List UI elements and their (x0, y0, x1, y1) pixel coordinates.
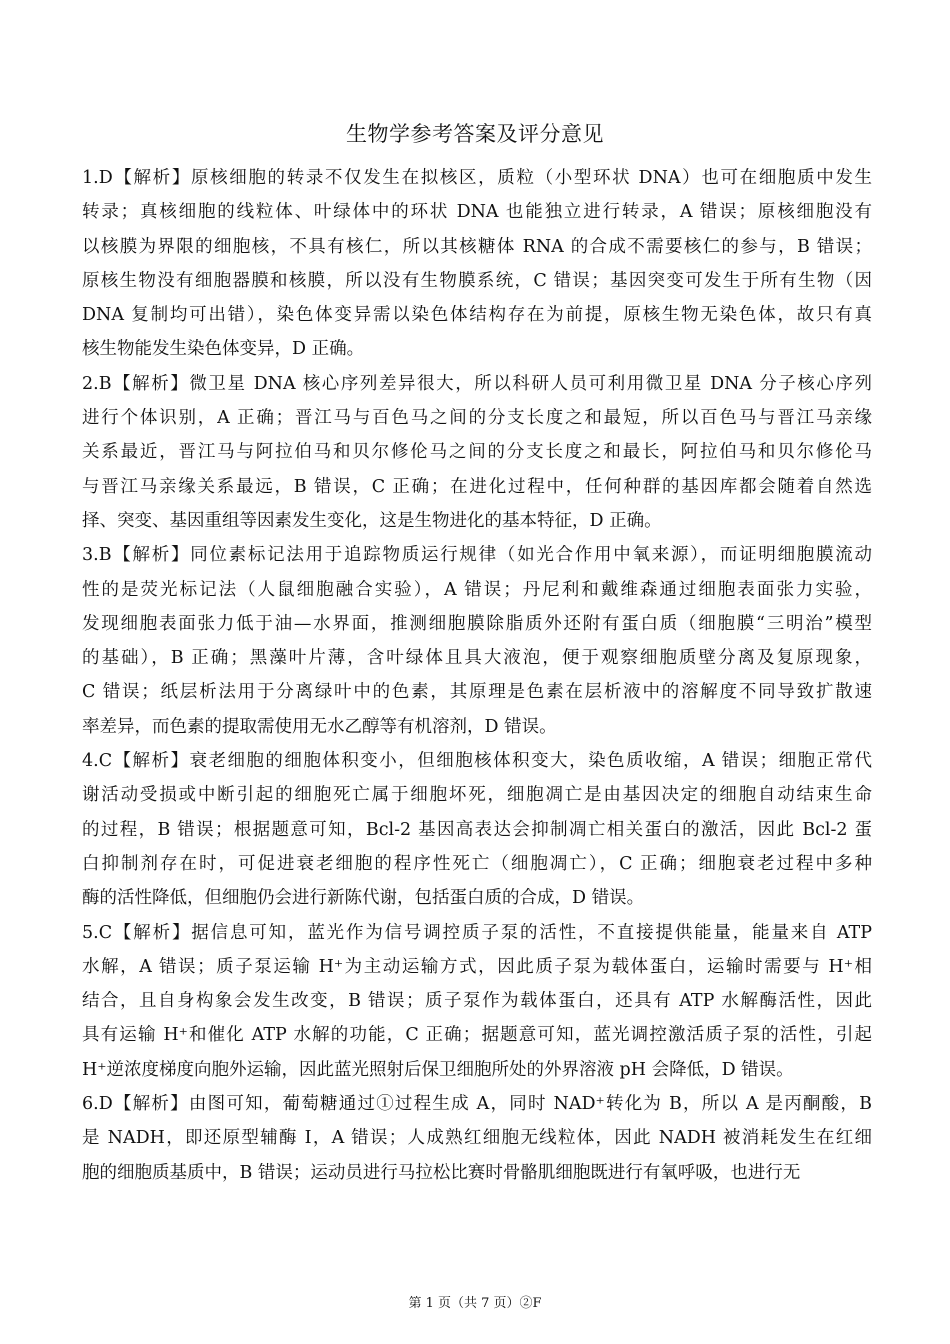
answer-line: 谢活动受损或中断引起的细胞死亡属于细胞坏死，细胞凋亡是由基因决定的细胞自动结束生命 (82, 785, 872, 806)
page-footer: 第 1 页（共 7 页）②F (408, 1296, 542, 1311)
answer-line: 水解，A 错误；质子泵运输 H⁺为主动运输方式，因此质子泵为载体蛋白，运输时需要与 H⁺相 (82, 956, 872, 977)
answer-line: 核生物能发生染色体变异，D 正确。 (82, 339, 365, 360)
answer-line: 结合，且自身构象会发生改变，B 错误；质子泵作为载体蛋白，还具有 ATP 水解酶活性，因此 (82, 991, 872, 1012)
answer-line: 1.D【解析】原核细胞的转录不仅发生在拟核区，质粒（小型环状 DNA）也可在细胞质中发生 (82, 168, 872, 188)
answer-line: C 错误；纸层析法用于分离绿叶中的色素，其原理是色素在层析液中的溶解度不同导致扩散速 (82, 682, 872, 703)
answer-line: 5.C【解析】据信息可知，蓝光作为信号调控质子泵的活性，不直接提供能量，能量来自 ATP (82, 922, 872, 943)
answer-line: 发现细胞表面张力低于油—水界面，推测细胞膜除脂质外还附有蛋白质（细胞膜“三明治”模型 (82, 613, 872, 634)
answer-line: 与晋江马亲缘关系最远，B 错误，C 正确；在进化过程中，任何种群的基因库都会随着自然选 (82, 476, 872, 497)
answer-item (82, 161, 872, 367)
answer-line: 性的是荧光标记法（人鼠细胞融合实验），A 错误；丹尼利和戴维森通过细胞表面张力实验， (82, 579, 872, 600)
answer-line: 率差异，而色素的提取需使用无水乙醇等有机溶剂，D 错误。 (82, 716, 557, 737)
answer-line: 的过程，B 错误；根据题意可知，Bcl-2 基因高表达会抑制凋亡相关蛋白的激活，因此 Bcl-2 蛋 (82, 819, 872, 840)
answer-item (82, 744, 872, 915)
answer-line: 的基础），B 正确；黑藻叶片薄，含叶绿体且具大液泡，便于观察细胞质壁分离及复原现象， (82, 648, 872, 669)
answer-line: 择、突变、基因重组等因素发生变化，这是生物进化的基本特征，D 正确。 (82, 510, 662, 531)
answer-line: 原核生物没有细胞器膜和核膜，所以没有生物膜系统，C 错误；基因突变可发生于所有生物（因 (82, 270, 872, 291)
answer-line: H⁺逆浓度梯度向胞外运输，因此蓝光照射后保卫细胞所处的外界溶液 pH 会降低，D 错误。 (82, 1059, 794, 1080)
answer-line: 以核膜为界限的细胞核，不具有核仁，所以其核糖体 RNA 的合成不需要核仁的参与，B 错误； (82, 236, 872, 257)
answer-line: 3.B【解析】同位素标记法用于追踪物质运行规律（如光合作用中氧来源），而证明细胞膜流动 (82, 545, 872, 566)
answer-line: DNA 复制均可出错），染色体变异需以染色体结构存在为前提，原核生物无染色体，故只有真 (82, 305, 872, 326)
answer-item (82, 367, 872, 538)
answer-item (82, 538, 872, 744)
answer-line: 2.B【解析】微卫星 DNA 核心序列差异很大，所以科研人员可利用微卫星 DNA 分子核心序列 (82, 373, 872, 394)
document-title: 生物学参考答案及评分意见 (346, 122, 604, 146)
answer-list (82, 161, 872, 1190)
answer-line: 白抑制剂存在时，可促进衰老细胞的程序性死亡（细胞凋亡），C 正确；细胞衰老过程中多种 (82, 853, 872, 874)
answer-line: 关系最近，晋江马与阿拉伯马和贝尔修伦马之间的分支长度之和最长，阿拉伯马和贝尔修伦马 (82, 442, 872, 463)
answer-line: 转录；真核细胞的线粒体、叶绿体中的环状 DNA 也能独立进行转录，A 错误；原核细胞没有 (82, 202, 872, 223)
answer-line: 具有运输 H⁺和催化 ATP 水解的功能，C 正确；据题意可知，蓝光调控激活质子泵的活性，引起 (82, 1025, 872, 1046)
answer-line: 进行个体识别，A 正确；晋江马与百色马之间的分支长度之和最短，所以百色马与晋江马亲缘 (82, 408, 872, 429)
answer-line: 酶的活性降低，但细胞仍会进行新陈代谢，包括蛋白质的合成，D 错误。 (82, 888, 645, 909)
answer-line: 4.C【解析】衰老细胞的细胞体积变小，但细胞核体积变大，染色质收缩，A 错误；细胞正常代 (82, 751, 872, 772)
answer-line: 是 NADH，即还原型辅酶 I，A 错误；人成熟红细胞无线粒体，因此 NADH 被消耗发生在红细 (82, 1128, 872, 1149)
answer-item (82, 916, 872, 1087)
answer-line: 胞的细胞质基质中，B 错误；运动员进行马拉松比赛时骨骼肌细胞既进行有氧呼吸，也进行无 (82, 1162, 801, 1183)
answer-line: 6.D【解析】由图可知，葡萄糖通过①过程生成 A，同时 NAD⁺转化为 B，所以 A 是丙酮酸，B (82, 1094, 872, 1115)
answer-item (82, 1087, 872, 1190)
